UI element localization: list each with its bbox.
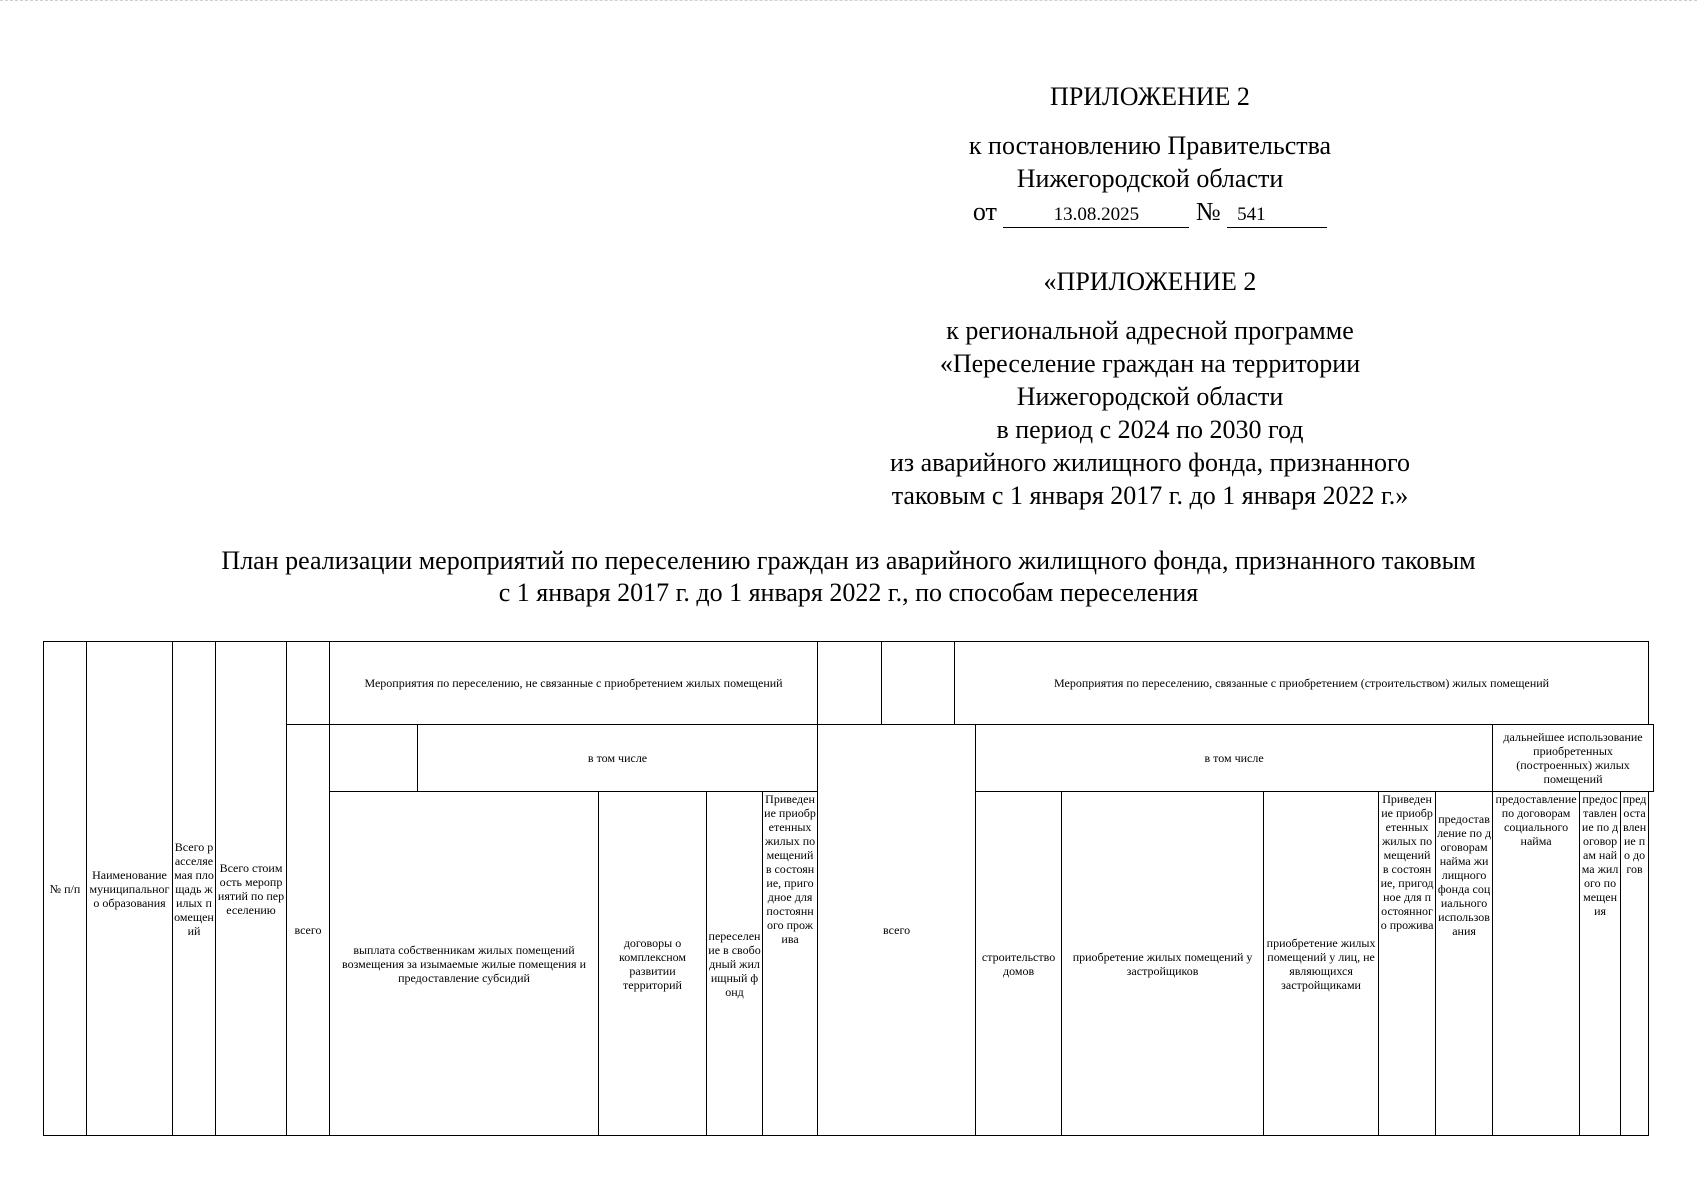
col-header-number: № п/п <box>44 642 87 1136</box>
col-header-total-area: Всего расселяемая площадь жилых помещений <box>173 642 216 1136</box>
col-header-municipality: Наименование муниципального образования <box>87 642 173 1136</box>
program-line-3: Нижегородской области <box>1016 382 1284 411</box>
number-sign: № <box>1195 197 1221 226</box>
page-top-edge <box>0 0 1697 2</box>
decree-line-1: к постановлению Правительства <box>968 131 1332 160</box>
col-header-b-from-nonbuilders: приобретение жилых помещений у лиц, не являющихся застройщиками <box>1264 792 1379 1136</box>
col-header-b-bringing: Приведение приобретенных жилых помещений в состояние, пригодное для постоянного прожива <box>1379 792 1436 1136</box>
col-header-c-social: предоставление по договорам социального найма <box>1493 792 1580 1136</box>
col-header-total-cost: Всего стоимость мероприятий по переселению <box>216 642 287 1136</box>
plan-title-line-1: План реализации мероприятий по переселению граждан из аварийного жилищного фонда, признанного таковым <box>221 546 1476 575</box>
date-prefix: от <box>972 197 997 226</box>
plan-title-line-2: с 1 января 2017 г. до 1 января 2022 г., по способам переселения <box>498 578 1199 607</box>
resettlement-plan-table <box>43 641 1654 1136</box>
subgroup-b-including: в том числе <box>976 725 1493 792</box>
decree-appendix-block <box>860 80 1440 228</box>
program-appendix-title: «ПРИЛОЖЕНИЕ 2 <box>1043 267 1257 296</box>
appendix-title: ПРИЛОЖЕНИЕ 2 <box>1050 82 1250 111</box>
col-header-a-total: всего <box>287 725 330 1136</box>
program-line-6: таковым с 1 января 2017 г. до 1 января 2022 г.» <box>891 481 1409 510</box>
group-header-not-acquisition: Мероприятия по переселению, не связанные с приобретением жилых помещений <box>330 642 818 725</box>
col-header-a-payment: выплата собственникам жилых помещений возмещения за изымаемые жилые помещения и предоставление субсидий <box>330 792 599 1136</box>
col-header-a-bringing: Приведение приобретенных жилых помещений в состояние, пригодное для постоянного прожива <box>763 792 818 1136</box>
empty-cell <box>882 642 955 725</box>
col-header-a-contracts: договоры о комплексном развитии территорий <box>599 792 707 1136</box>
program-appendix-block <box>860 265 1440 512</box>
empty-cell <box>330 725 418 792</box>
col-header-c-fund: предоставление по договорам найма жилищного фонда социального использования <box>1436 792 1493 1136</box>
col-header-b-from-builders: приобретение жилых помещений у застройщиков <box>1062 792 1264 1136</box>
col-header-b-construction: строительство домов <box>976 792 1062 1136</box>
subgroup-further-use: дальнейшее использование приобретенных (построенных) жилых помещений <box>1493 725 1654 792</box>
program-line-5: из аварийного жилищного фонда, признанного <box>889 448 1411 477</box>
program-line-1: к региональной адресной программе <box>946 316 1354 345</box>
col-header-b-total: всего <box>818 725 976 1136</box>
decree-number-value: 541 <box>1227 203 1327 228</box>
program-line-2: «Переселение граждан на территории <box>939 349 1361 378</box>
group-header-acquisition: Мероприятия по переселению, связанные с приобретением (строительством) жилых помещений <box>955 642 1649 725</box>
col-header-a-relocation: переселение в свободный жилищный фонд <box>707 792 763 1136</box>
decree-date-line <box>860 195 1440 228</box>
col-header-c-last: предоставление по догов <box>1621 792 1649 1136</box>
plan-title <box>100 545 1597 609</box>
empty-cell <box>818 642 882 725</box>
decree-line-2: Нижегородской области <box>1016 164 1284 193</box>
program-line-4: в период с 2024 по 2030 год <box>996 415 1304 444</box>
col-header-c-lease: предоставление по договорам найма жилого помещения <box>1580 792 1621 1136</box>
decree-date-value: 13.08.2025 <box>1003 203 1189 228</box>
subgroup-a-including: в том числе <box>418 725 818 792</box>
empty-cell <box>287 642 330 725</box>
